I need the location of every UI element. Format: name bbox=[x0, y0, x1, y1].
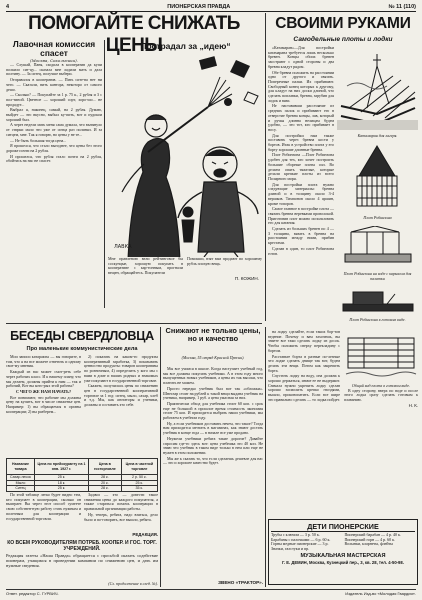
textbooks-para: Практически обход для учебника стоит 60 коп. с срок еще не большой в прошлое время стоимость экономия стоит 75 коп. И приходится выбрать наши учебники, мы работаем в учебном году. bbox=[163, 400, 263, 421]
finished-raft-figure bbox=[337, 290, 418, 326]
besedy-para: Скажем, получилась цены по снижению цен в государственной кооперативной торговле за 1 год: ситец, мыло, сахар, хлеб и т.д. Мы, как агитаторы и ученики, должны и составить это себе. bbox=[84, 383, 158, 408]
textbooks-title: Снижают не только цены, но и качество bbox=[165, 326, 261, 344]
besedy-para: Задачи — это — довести такое снижения цены до каждого покупателя, а также стараться помочь кооперации в правильной организации работы. bbox=[84, 493, 158, 512]
cartoon-block bbox=[108, 40, 263, 310]
commission-para: Отправился в кооператив. — Пить сите-ва нет ни чего. — Сказали, вить кантора, некоторо от самого дешо. bbox=[6, 77, 102, 92]
rafts-para: Самое главное в постройке плота — связать бревна веревками проволокой. Приготовив плот можно использовать его для катания. bbox=[268, 206, 334, 226]
ad-line: Пионерский барабан — 4 р. 40 к. bbox=[344, 532, 401, 537]
besedy-footnote: (Сл. продолжение в след. №). bbox=[108, 581, 158, 586]
besedy-col-4 bbox=[84, 493, 158, 531]
commission-para: — Слушай, Паня, сходила в кооператив да купи полкило сит-цу... сказала мне ладили мать и дала полтину. — За ситец, получше выбери. bbox=[6, 62, 102, 77]
table-cell: Ситец bbox=[7, 486, 35, 492]
flying-goods bbox=[199, 56, 258, 106]
textbooks-para: Ну, а если учебников доставить нечем, что такое? Тогда нам приходится мечтать в магазинах, как знают достать учебник в конце года — в начале все уже продано. bbox=[163, 420, 263, 436]
commission-para: — Сколько? — Покупайте за 1 р. 75 к., 2 рубля и 3 с пол-тиной. Цветное — хороший сорт, хоро-шо... не продадут... bbox=[6, 92, 102, 107]
rafts-para: Не наставивши расстояние из средних палок и прибивают его в отверстие бревна концы, лав, который и ручья длинна нелицам будем удобно, — это тот, кто прибивает в носу. bbox=[268, 103, 334, 132]
finished-raft-caption: Плот Робинзона в готовом виде. bbox=[349, 317, 406, 322]
commission-title: Лавочная комиссия спасет bbox=[12, 40, 96, 58]
catamaran-figure bbox=[337, 46, 418, 138]
commission-byline: (Москва, Сокольники). bbox=[30, 58, 78, 63]
catamaran-caption: Катамаран для лагеря. bbox=[357, 133, 398, 138]
boat-col-2 bbox=[344, 330, 418, 515]
commission-para: И прошелся, что рубля стало почти на 2 рубля, обойтись на нас не спасет. bbox=[6, 153, 102, 164]
running-header bbox=[6, 2, 416, 12]
boat-para: Спустить лодку на воду, она должна к хорошо держаться, иначе ее не выдержит. Сначала нужно укрепить лодку сделав хорошо засмолить крепко гвоздями, вышло, проконопатить. Если все шире это правильно сделать — то лодка пойдет. bbox=[268, 373, 340, 402]
besedy-para: Ну, теперь, ребята, надо взяться, дело было и по-говорить, все вышло, ребята. bbox=[84, 511, 158, 522]
table-cell: 28 к. bbox=[89, 475, 122, 481]
raft-overview-caption: Общий вид плота в готовом виде. bbox=[351, 383, 411, 388]
section-rule bbox=[6, 323, 262, 324]
robinson-raft-drawing bbox=[337, 142, 418, 212]
table-cell: 35 к. bbox=[121, 486, 157, 492]
table-header: Цена по прейскуранту на 1 янв. 1927 г. bbox=[34, 459, 88, 475]
rafts-para: Сделав в один, то плот Робинзона готов. bbox=[268, 245, 334, 256]
cartoon-artist: П. КОЖИН. bbox=[234, 275, 259, 281]
ad-address: Г. Е. ДЕМИН, Москва, Кузнецкий пер., 3, кв. 28, тел. 4-50-98. bbox=[282, 559, 404, 565]
column-rule bbox=[104, 40, 105, 308]
besedy-para: 2) показать на каком-то продукты кооперативный заработка, 3) показывать ценностно продукты: товаров кооперативы по розничным, 4) определить у кого мы с вами в доме и ваших родных и знакомых уже покупают в государственной торговле. bbox=[84, 355, 158, 383]
column-rule bbox=[160, 327, 161, 587]
shopkeeper-figure bbox=[182, 207, 194, 242]
ad-title: ДЕТИ ПИОНЕРСКИЕ bbox=[271, 522, 415, 532]
raft-overview-drawing bbox=[344, 330, 418, 382]
newspaper-title: ПИОНЕРСКАЯ ПРАВДА bbox=[167, 3, 231, 10]
besedy-para: Каждый из вас может смот-реть себе через рабочих класс. И к нашему плану, что мы делаем, должны прийти к ним — так и рабочий, Вот вы кото-рых этой работы? bbox=[6, 369, 81, 389]
table-cell: 25 к. bbox=[34, 486, 88, 492]
besedy-para: По этой таблице легко будет видно тем, кто покупает в кооперации, сколько он выиграет. Вы через этот способ сумеете свою собствен-ную работу стать нужным и полезным для кооперации и государственной торговли. bbox=[6, 493, 81, 521]
boat-byline: Н. К. bbox=[408, 402, 418, 408]
table-cell: 25 к. bbox=[34, 475, 88, 481]
commission-para: Выбрал я, наконец, самый, на 2 рубля. Думаю, выйдет — это вкусно, выбыл ку-пить, вот и пудокои хороший был. bbox=[6, 107, 102, 122]
boat-para: на лодку сделайте, если таких бор-тов ведение. Почему и вам захочешь, вы знаете все таки сделать лодку из досок. Чтобы положить сверху перекладину с бортом. bbox=[268, 330, 340, 353]
besedy-col-2 bbox=[84, 355, 158, 457]
besedy-question: С ЧЕГО ЖЕ НАМ НАЧАТЬ? bbox=[15, 388, 72, 394]
catamaran-drawing bbox=[337, 46, 418, 130]
rafts-para: «Катамаран»—Для постройки катамарана требуется лишь несколько бревен. Концы обоих бревен заостряют с одной стороны и два бревна кладут рядом. bbox=[268, 46, 334, 69]
ad-shop-name: МУЗЫКАЛЬНАЯ МАСТЕРСКАЯ bbox=[300, 552, 386, 559]
textbooks-body bbox=[163, 367, 263, 577]
raft-frame-drawing bbox=[337, 226, 418, 268]
left-banner: ПОМОГАЙТЕ СНИЖАТЬ ЦЕНЫ bbox=[28, 13, 240, 56]
ad-line: Пионерский горн — 4 р. 60 к. bbox=[344, 536, 396, 542]
page-number: 4 bbox=[6, 3, 10, 10]
price-table bbox=[6, 458, 158, 492]
cartoon-caption-2: Помокши, взят вам продают по хорошему рубль плохую вещь. bbox=[187, 256, 262, 266]
besedy-col-1 bbox=[6, 355, 81, 457]
cartoon-title: Пострадал за „идею“ bbox=[140, 41, 231, 51]
commission-article bbox=[6, 40, 102, 305]
table-cell: 20 к. bbox=[89, 480, 122, 486]
robinson-raft-caption: Плот Робинзона bbox=[363, 215, 392, 220]
cartoon-caption: Мне правленою вели рейтинговое бы соскунцые, хорошую покупать в кооперативе с кар-тонным, прогнали вещен, обращайтесь. Покупатели bbox=[108, 256, 183, 276]
boat-para: Расставьте борта в разные по-лезные что лодке сделать днище так вот, будем делать эти вещи. Потом как закрепить борта. bbox=[268, 353, 340, 373]
besedy-col-3 bbox=[6, 493, 81, 531]
textbooks-para: Неужели учебники ребята такие дорогие? Давайте спросим где-то здесь вот: цена учебника это 40 коп. Не знаю что учебник в таком виде только в нем или еще не нужен в этом положении. bbox=[163, 435, 263, 455]
boat-col-1 bbox=[268, 330, 340, 515]
table-header: Цена в госторговле bbox=[89, 459, 122, 475]
rafts-para: Для постройки плота нужно следующие материалы: бревна длиной и в толщину около 3-4 вершков. Тимпонов около 4 аршин, кроме топоров. bbox=[268, 181, 334, 206]
boat-para: В одну сторону, вверх по воде и после этого лодка сразу сделать готовым к плаванию. bbox=[344, 387, 418, 403]
music-shop-ad bbox=[268, 519, 418, 585]
footer-publisher: Издатель Изд-во «Молодая Гвардия». bbox=[345, 591, 416, 596]
shop-sign: ЛАВКА bbox=[114, 244, 132, 250]
table-cell: 28 к. bbox=[89, 486, 122, 492]
right-banner: СВОИМИ РУКАМИ bbox=[275, 15, 411, 32]
raft-frame-caption: Плот Робинзона на воде с каркасом для палатки bbox=[343, 271, 412, 281]
besedy-para: Мои записи катаракты — вы говорите, в том, что я на все можете ответить и одному свое-му мнения. bbox=[6, 355, 81, 369]
appeal-slogan: КО ВСЕМ РУКОВОДИТЕЛЯМ ПОТРЕБ. КООПЕР. И ГОС. ТОРГ. УЧРЕЖДЕНИЙ. bbox=[7, 540, 157, 552]
table-header: Название товара bbox=[7, 459, 35, 475]
finished-raft-drawing bbox=[337, 290, 418, 314]
textbooks-para: Мы все учимся в школе. Когда наступает учебный год, мы все должны покупать учебники. А в этом году много выпущенных новых учебников, а цены их так высоки, что платить не можем. bbox=[163, 367, 263, 386]
table-header: Цена в частной торговле bbox=[121, 459, 157, 475]
table-row bbox=[7, 486, 158, 492]
rafts-para: Для постройки нам также поставить через бревна кости у бортов. Итак в устройство плота у его борту хорошие длинные бревна. bbox=[268, 132, 334, 152]
right-subtitle: Самодельные плоты и лодки bbox=[293, 36, 393, 43]
rafts-text-col bbox=[268, 46, 334, 324]
commission-para: Я прошелся, что стало выгоднее, что цены без этого дороже почти на 2 рубля. bbox=[6, 143, 102, 153]
table-cell: 25 к. bbox=[121, 480, 157, 486]
commission-para: — Не быть большая тогда цена... bbox=[10, 137, 67, 143]
column-rule bbox=[265, 327, 266, 587]
ad-line: Трубы с ключом — 3 р. 50 к. bbox=[271, 532, 320, 537]
commission-body bbox=[6, 63, 102, 164]
rafts-para: Обе бревна положить на расстоянии одно от другого и связать. Поперечные палки. Их прибивают. Свободный конец которых к другому, для кладут на них доски длиной, что сделать поплавки, бревна, зарубив для лодок и вязи. bbox=[268, 69, 334, 103]
rafts-para: Сделать из больших бревен по 4 — 3 толщина, вязать в бревна на расстоянии между ними, прибив крестами. bbox=[268, 226, 334, 246]
textbooks-sign: ЗВЕНО «ТРАКТОР». bbox=[218, 580, 263, 585]
besedy-subtitle: Про маленькие коммунистические дела bbox=[26, 346, 138, 352]
page-footer bbox=[6, 589, 416, 596]
textbooks-para: Мы же к сказать то, что если сделаешь дешевле для нас — это и хорошее качество будет. bbox=[163, 455, 263, 466]
issue-number: № 11 (110) bbox=[388, 3, 416, 10]
rafts-para: Плот Робинзона —Плот Робинзона удобен для тех, кто хочет построить большие сборные плоты сил. Во делаем опять тяжелые, которые делали крепкие плоты из всего Полярного моря. bbox=[268, 152, 334, 181]
raft-frame-figure bbox=[337, 226, 418, 286]
footer-editor: Ответ. редактор С. ГУРВИЧ. bbox=[6, 591, 59, 596]
robinson-raft-figure bbox=[337, 142, 418, 222]
cartoon-illustration bbox=[108, 52, 263, 257]
table-cell: Мыло bbox=[7, 480, 35, 486]
appeal-text: Редакция газеты «Наша Правда» обращается с просьбой оказать содействие пионерам, учащимся в проведении кампании по снижению цен, и дать им нужные сведения. bbox=[6, 553, 158, 569]
besedy-banner: БЕСЕДЫ СВЕРДЛОВЦА bbox=[10, 329, 154, 343]
table-cell: Сахар-песок bbox=[7, 475, 35, 481]
besedy-sign: РЕДАКЦИЯ. bbox=[132, 532, 158, 537]
textbooks-byline: (Москва, 55 отряд Красной Пресни). bbox=[181, 355, 245, 360]
ad-line: Волынки, кларнеты, флейты bbox=[344, 541, 393, 547]
textbooks-para: Просто нередко учебник был вот так «обложки». Шнеглар стоит на рублей к такой вещи выдана учебник на ученика, например, 1 руб. а цена ужасная за них. bbox=[163, 385, 263, 401]
table-cell: 18 к. bbox=[34, 480, 88, 486]
commission-para: А через недели мать меня сама думала, что вытянуло от стирки мало что уже от ситца раз полинял. И за ситцем, мне. Так я говорю, но цены у не те... bbox=[6, 122, 102, 137]
table-cell: 2 р. 50 к. bbox=[121, 475, 157, 481]
column-rule bbox=[265, 13, 266, 321]
ad-line: Горны медные пионерские — 3 р. bbox=[271, 541, 329, 547]
ad-line: Значки, галстуки и пр. bbox=[271, 546, 310, 552]
ad-line: Барабаны с палочками — 6 р. 60 к. bbox=[271, 536, 331, 542]
besedy-para: Все понимают, что рабочие мы должны цену на купить, вот в числе сниженье цен. Например: 1) вы обращаемся в органы кооперации; 2) вы разберем... bbox=[6, 394, 81, 414]
